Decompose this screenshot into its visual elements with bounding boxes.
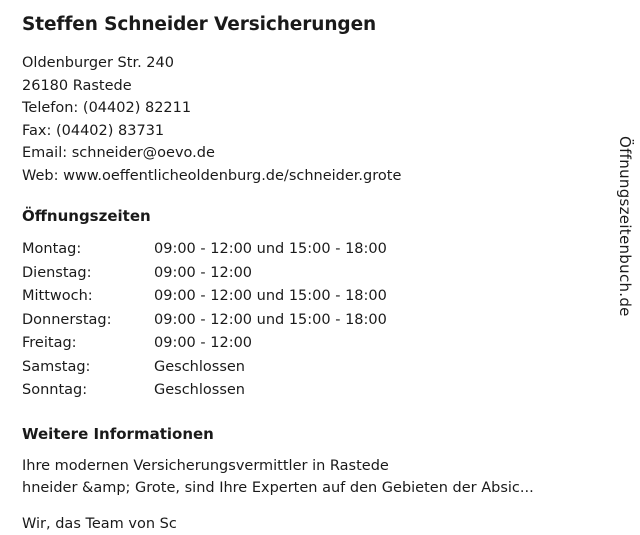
hours-time-value: 09:00 - 12:00 xyxy=(154,264,253,281)
address-line-phone: Telefon: (04402) 82211 xyxy=(22,100,192,117)
table-row xyxy=(22,356,387,380)
table-row xyxy=(22,262,387,286)
hours-day-label: Dienstag: xyxy=(22,264,92,281)
opening-hours-table xyxy=(22,238,387,403)
more-information-heading: Weitere Informationen xyxy=(22,424,214,443)
hours-day-label: Samstag: xyxy=(22,358,91,375)
more-information-paragraph-2: hneider &amp; Grote, sind Ihre Experten auf den Gebieten der Absic... xyxy=(22,479,534,496)
table-row xyxy=(22,379,387,403)
address-line-email: Email: schneider@oevo.de xyxy=(22,145,215,162)
hours-time-value: Geschlossen xyxy=(154,382,245,399)
address-block xyxy=(22,52,640,187)
more-information-paragraph-3: Wir, das Team von Sc xyxy=(22,515,177,532)
table-row xyxy=(22,285,387,309)
hours-time-value: 09:00 - 12:00 und 15:00 - 18:00 xyxy=(154,241,387,258)
table-row xyxy=(22,238,387,262)
page-title: Steffen Schneider Versicherungen xyxy=(22,14,377,35)
hours-day-label: Freitag: xyxy=(22,335,77,352)
hours-time-value: 09:00 - 12:00 und 15:00 - 18:00 xyxy=(154,288,387,305)
hours-day-label: Mittwoch: xyxy=(22,288,93,305)
table-row xyxy=(22,332,387,356)
hours-day-label: Sonntag: xyxy=(22,382,88,399)
more-information-paragraph-1: Ihre modernen Versicherungsvermittler in Rastede xyxy=(22,457,389,474)
address-line-city: 26180 Rastede xyxy=(22,77,132,94)
address-line-web: Web: www.oeffentlicheoldenburg.de/schneider.grote xyxy=(22,167,402,184)
hours-day-label: Montag: xyxy=(22,241,82,258)
hours-time-value: Geschlossen xyxy=(154,358,245,375)
opening-hours-heading: Öffnungszeiten xyxy=(22,207,151,226)
watermark-label: Öffnungszeitenbuch.de xyxy=(616,136,634,317)
address-line-fax: Fax: (04402) 83731 xyxy=(22,122,165,139)
address-line-street: Oldenburger Str. 240 xyxy=(22,55,174,72)
table-row xyxy=(22,309,387,333)
hours-day-label: Donnerstag: xyxy=(22,311,112,328)
hours-time-value: 09:00 - 12:00 und 15:00 - 18:00 xyxy=(154,311,387,328)
hours-time-value: 09:00 - 12:00 xyxy=(154,335,253,352)
